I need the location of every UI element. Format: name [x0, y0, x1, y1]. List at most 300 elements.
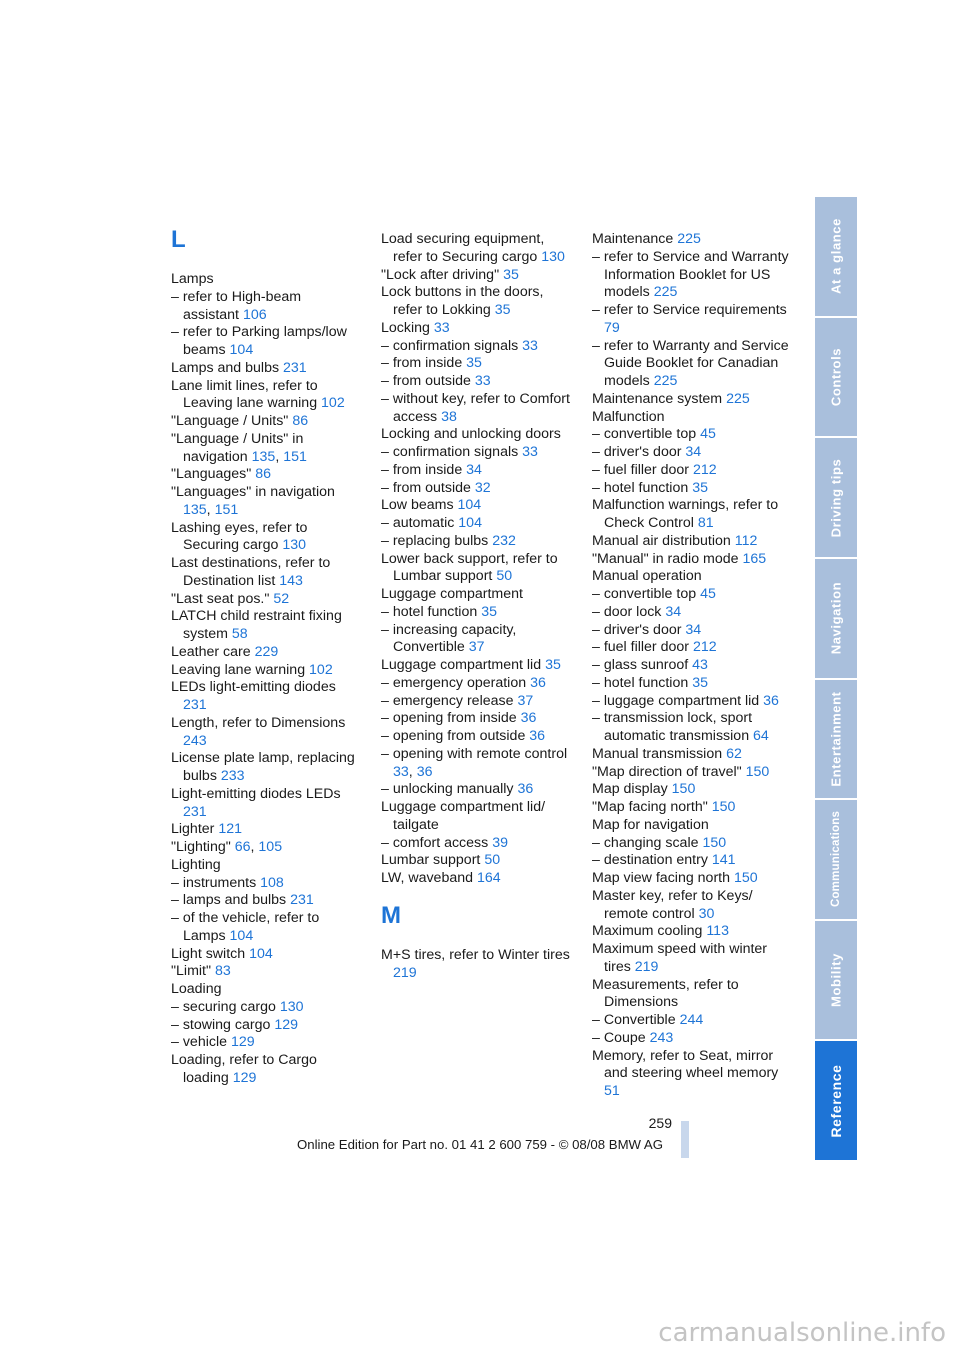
index-entry: [171, 963, 361, 981]
index-entry: [381, 781, 576, 799]
index-entry-text: "Lighting": [171, 839, 231, 855]
index-entry: [171, 466, 361, 484]
index-entry-text: – refer to High-beam assistant: [171, 288, 302, 323]
tab-label: Mobility: [828, 953, 844, 1008]
index-column-2: [381, 231, 576, 982]
index-entry-text: Maintenance: [592, 231, 674, 247]
index-entry: [381, 551, 576, 587]
index-entry: [381, 657, 576, 675]
index-entry-text: – emergency operation: [381, 674, 527, 691]
index-entry: [592, 693, 792, 711]
section-letter-heading: M: [381, 901, 401, 929]
page-ref-link[interactable]: 81: [697, 515, 714, 531]
page-ref-link[interactable]: 104: [229, 927, 254, 944]
index-entry: [592, 835, 792, 853]
page-ref-link[interactable]: 104: [249, 945, 273, 962]
index-entry-text: – comfort access: [381, 834, 489, 851]
page-ref-link[interactable]: 32: [474, 479, 491, 496]
page-ref-link[interactable]: 104: [458, 515, 482, 531]
index-entry: [171, 1017, 361, 1035]
index-entry-text: – automatic: [381, 515, 455, 531]
page-ref-link[interactable]: 86: [255, 466, 272, 483]
page-ref-link[interactable]: 62: [726, 745, 742, 762]
index-entry: [592, 444, 792, 462]
page-ref-link[interactable]: 225: [677, 231, 701, 247]
index-entry: [592, 391, 792, 409]
page-ref-link[interactable]: 35: [481, 603, 497, 620]
page-ref-link[interactable]: 113: [706, 923, 729, 940]
page-ref-link[interactable]: 66: [234, 839, 251, 855]
edition-footer: Online Edition for Part no. 01 41 2 600 759 - © 08/08 BMW AG: [297, 1137, 663, 1152]
index-entry-text: Light-emitting diodes LEDs: [171, 785, 341, 802]
page-ref-link[interactable]: 164: [476, 870, 501, 886]
index-entry-text: "Map direction of travel": [592, 763, 742, 780]
index-entry-text: LW, waveband: [381, 870, 474, 886]
index-entry-text: – replacing bulbs: [381, 532, 489, 549]
page-ref-link[interactable]: 50: [496, 568, 513, 585]
index-entry-text: "Last seat pos.": [171, 590, 270, 607]
page-ref-link[interactable]: 51: [604, 1083, 620, 1099]
page-ref-link[interactable]: 219: [634, 958, 659, 975]
page-ref-link[interactable]: 231: [183, 697, 207, 713]
index-entry: [592, 231, 792, 249]
index-entry: [171, 289, 361, 325]
page-ref-link[interactable]: 35: [503, 266, 519, 283]
page-ref-link[interactable]: 50: [484, 852, 501, 869]
index-column-3: [592, 231, 792, 1101]
index-entry: [171, 484, 361, 520]
page-ref-link[interactable]: 130: [282, 537, 307, 554]
index-entry-text: Lamps: [171, 271, 214, 287]
index-entry-text: Loading, refer to Cargo loading: [171, 1052, 317, 1086]
index-entry-text: Lock buttons in the doors, refer to Lokking: [381, 284, 544, 318]
page-ref-link[interactable]: 225: [726, 390, 750, 407]
page-ref-link[interactable]: 130: [541, 248, 565, 265]
index-entry: [381, 373, 576, 391]
index-entry-text: – hotel function: [592, 674, 689, 691]
page-ref-link[interactable]: 129: [230, 1034, 255, 1051]
index-entry-text: – increasing capacity, Convertible: [381, 621, 517, 656]
index-entry-text: "Manual" in radio mode: [592, 550, 739, 567]
index-entry: [592, 977, 792, 1013]
index-entry: [381, 799, 576, 835]
index-entry: [592, 764, 792, 782]
page-ref-link[interactable]: 135: [251, 448, 276, 465]
index-entry-text: Manual air distribution: [592, 532, 731, 549]
tab-entertainment[interactable]: [815, 680, 857, 799]
index-entry: [381, 533, 576, 551]
index-entry-text: "Languages" in navigation: [171, 484, 335, 500]
index-entry-text: Lamps and bulbs: [171, 359, 280, 376]
tab-navigation[interactable]: [815, 559, 857, 678]
index-entry: [171, 1052, 361, 1088]
tab-driving-tips[interactable]: [815, 438, 857, 557]
page-ref-link[interactable]: 225: [653, 373, 678, 389]
index-entry-text: Manual operation: [592, 568, 702, 585]
page-ref-link[interactable]: 36: [517, 781, 534, 798]
index-entry: [381, 870, 576, 888]
page-ref-link[interactable]: 43: [692, 657, 708, 673]
page-ref-link[interactable]: 45: [700, 586, 716, 602]
page-ref-link[interactable]: 83: [214, 963, 231, 980]
page-ref-link[interactable]: 33: [393, 763, 409, 780]
page-ref-link[interactable]: 129: [274, 1016, 298, 1033]
index-entry: [381, 693, 576, 711]
page-ref-link[interactable]: 233: [220, 768, 245, 784]
page-ref-link[interactable]: 34: [685, 621, 702, 638]
index-entry: [592, 675, 792, 693]
page-ref-link[interactable]: 141: [711, 852, 736, 869]
index-entry: [592, 533, 792, 551]
page-ref-link[interactable]: 232: [492, 532, 516, 549]
index-entry-text: – instruments: [171, 874, 257, 891]
tab-label: Controls: [828, 347, 844, 407]
tab-label: Reference: [828, 1064, 844, 1138]
index-entry: [592, 551, 792, 569]
index-entry: [171, 910, 361, 946]
page-ref-link[interactable]: 150: [702, 834, 727, 851]
page-ref-link[interactable]: 151: [214, 501, 239, 518]
page-ref-link[interactable]: 121: [218, 821, 243, 838]
page-ref-link[interactable]: 150: [733, 870, 758, 886]
index-entry: [381, 675, 576, 693]
index-entry-text: – from outside: [381, 479, 471, 496]
tab-reference[interactable]: [815, 1041, 857, 1160]
index-entry: [592, 799, 792, 817]
page-ref-link[interactable]: 112: [734, 532, 758, 549]
index-entry-text: Luggage compartment lid/ tailgate: [381, 799, 546, 833]
index-entry: [381, 586, 576, 604]
page-ref-link[interactable]: 102: [321, 395, 345, 412]
page-ref-link[interactable]: 34: [665, 603, 682, 620]
page-ref-link[interactable]: 33: [522, 337, 538, 354]
page-ref-link[interactable]: 102: [309, 661, 333, 678]
index-entry: [381, 444, 576, 462]
page-ref-link[interactable]: 34: [685, 444, 702, 460]
watermark: carmanualsonline.info: [658, 1318, 946, 1348]
index-entry-text: – opening from outside: [381, 728, 526, 744]
index-entry: [171, 555, 361, 591]
index-entry: [171, 271, 361, 289]
index-entry-text: Malfunction warnings, refer to Check Control: [592, 497, 779, 531]
index-entry: [171, 520, 361, 556]
index-entry-text: – confirmation signals: [381, 337, 519, 354]
index-entry-text: – luggage compartment lid: [592, 692, 760, 709]
index-entry-text: Map display: [592, 781, 668, 798]
index-entry-text: – securing cargo: [171, 998, 276, 1015]
index-entry-text: – without key, refer to Comfort access: [381, 390, 570, 425]
index-entry-text: – refer to Parking lamps/low beams: [171, 324, 347, 358]
index-entry: [592, 586, 792, 604]
page-ref-link[interactable]: 219: [393, 964, 417, 981]
index-entry: [171, 750, 361, 786]
index-entry: [171, 644, 361, 662]
tab-label: Driving tips: [828, 458, 844, 537]
page-ref-link[interactable]: 104: [229, 342, 254, 358]
index-entry-text: – stowing cargo: [171, 1016, 271, 1033]
index-entry-text: "Lock after driving": [381, 266, 500, 283]
index-entry: [171, 378, 361, 414]
index-entry: [592, 249, 792, 302]
page-ref-link[interactable]: 243: [183, 732, 207, 749]
index-entry: [592, 426, 792, 444]
index-entry: [171, 857, 361, 875]
index-entry: [592, 923, 792, 941]
index-entry-text: "Language / Units": [171, 413, 289, 429]
tab-communications[interactable]: [815, 800, 857, 919]
index-entry-text: – opening from inside: [381, 710, 517, 727]
section-letter-heading: L: [171, 226, 186, 253]
page-ref-link[interactable]: 135: [183, 501, 207, 518]
index-entry: [381, 355, 576, 373]
index-entry: [592, 1012, 792, 1030]
index-entry-text: Lighting: [171, 856, 221, 873]
index-entry-text: – from inside: [381, 461, 463, 478]
page-ref-separator: ,: [206, 501, 211, 518]
page-ref-link[interactable]: 35: [692, 479, 708, 496]
page-ref-link[interactable]: 36: [416, 763, 433, 780]
tab-label: At a glance: [828, 218, 844, 295]
index-entry-text: LEDs light-emitting diodes: [171, 679, 336, 696]
index-entry-text: – driver's door: [592, 621, 682, 638]
page-ref-separator: ,: [408, 763, 413, 780]
page-ref-link[interactable]: 143: [279, 572, 303, 589]
index-entry-text: – Coupe: [592, 1029, 646, 1046]
index-entry: [592, 870, 792, 888]
index-entry-text: – lamps and bulbs: [171, 892, 287, 909]
index-entry-text: – opening with remote control: [381, 745, 568, 762]
index-entry: [592, 622, 792, 640]
index-entry-text: "Language / Units" in navigation: [171, 430, 304, 465]
index-entry-text: – transmission lock, sport automatic transmission: [592, 710, 753, 744]
index-entry-text: M+S tires, refer to Winter tires: [381, 946, 570, 963]
index-entry: [171, 679, 361, 715]
index-entry-text: – convertible top: [592, 586, 697, 602]
index-entry-text: Measurements, refer to Dimensions: [592, 976, 739, 1011]
index-entry: [381, 515, 576, 533]
index-entry-text: Luggage compartment lid: [381, 657, 542, 673]
page-ref-link[interactable]: 35: [692, 674, 708, 691]
index-entry: [381, 338, 576, 356]
page-ref-link[interactable]: 36: [763, 692, 779, 709]
index-entry-text: – of the vehicle, refer to Lamps: [171, 910, 320, 944]
index-entry: [381, 284, 576, 320]
index-entry-text: Lashing eyes, refer to Securing cargo: [171, 519, 308, 554]
index-entry-text: Last destinations, refer to Destination list: [171, 555, 331, 589]
page-ref-link[interactable]: 35: [466, 355, 482, 372]
tab-mobility[interactable]: [815, 921, 857, 1040]
index-entry: [592, 941, 792, 977]
page-ref-link[interactable]: 36: [529, 728, 546, 744]
index-entry-text: – from outside: [381, 373, 471, 389]
page-ref-link[interactable]: 52: [273, 590, 290, 607]
index-entry: [592, 409, 792, 427]
page-ref-link[interactable]: 38: [441, 408, 457, 425]
page-ref-link[interactable]: 35: [494, 302, 511, 318]
page-ref-link[interactable]: 36: [520, 710, 537, 727]
index-entry: [381, 728, 576, 746]
page-ref-link[interactable]: 37: [468, 639, 485, 656]
index-entry: [592, 817, 792, 835]
index-entry: [171, 360, 361, 378]
index-entry-text: – glass sunroof: [592, 657, 689, 673]
index-entry: [381, 391, 576, 427]
index-entry: [381, 604, 576, 622]
index-entry-text: Master key, refer to Keys/ remote control: [592, 887, 753, 922]
index-entry-text: – fuel filler door: [592, 639, 689, 656]
index-column-1: [171, 226, 361, 1088]
index-entry: [171, 946, 361, 964]
page-ref-link[interactable]: 130: [279, 998, 304, 1015]
page-ref-link[interactable]: 35: [545, 657, 561, 673]
index-entry-text: LATCH child restraint fixing system: [171, 608, 342, 642]
index-entry: [592, 497, 792, 533]
index-entry: [592, 1030, 792, 1048]
page-ref-link[interactable]: 45: [700, 426, 716, 443]
index-entry-text: Maximum speed with winter tires: [592, 941, 768, 975]
tab-controls[interactable]: [815, 318, 857, 437]
index-entry: [592, 746, 792, 764]
index-entry-text: – changing scale: [592, 834, 699, 851]
index-entry: [381, 426, 576, 444]
page-ref-link[interactable]: 231: [183, 803, 207, 820]
index-entry: [171, 431, 361, 467]
index-entry-text: "Map facing north": [592, 799, 708, 815]
index-entry-text: Loading: [171, 981, 222, 997]
index-entry-text: – refer to Service and Warranty Information Booklet for US models: [592, 248, 789, 301]
page-ref-link[interactable]: 150: [711, 799, 736, 815]
index-entry-text: – door lock: [592, 603, 662, 620]
index-entry: [171, 999, 361, 1017]
page-ref-link[interactable]: 64: [753, 728, 769, 744]
index-entry-text: Lower back support, refer to Lumbar support: [381, 550, 558, 585]
page-ref-link[interactable]: 151: [283, 448, 307, 465]
page-ref-link[interactable]: 150: [671, 781, 696, 798]
page-ref-link[interactable]: 58: [231, 626, 248, 642]
index-entry-text: Maintenance system: [592, 390, 723, 407]
page-number-bar: [681, 1121, 689, 1158]
index-entry: [171, 981, 361, 999]
index-entry: [381, 497, 576, 515]
index-entry-text: Lane limit lines, refer to Leaving lane warning: [171, 377, 318, 412]
index-entry: [381, 480, 576, 498]
index-entry-text: Lighter: [171, 821, 215, 838]
page-ref-link[interactable]: 243: [649, 1029, 674, 1046]
index-entry: [592, 480, 792, 498]
page-ref-link[interactable]: 30: [698, 905, 715, 922]
page-ref-separator: ,: [250, 839, 255, 855]
index-entry: [171, 608, 361, 644]
index-entry-text: – hotel function: [592, 479, 689, 496]
index-entry: [381, 267, 576, 285]
index-entry: [592, 338, 792, 391]
index-entry: [171, 591, 361, 609]
page-ref-link[interactable]: 150: [745, 763, 770, 780]
index-entry: [592, 852, 792, 870]
page-ref-link[interactable]: 212: [692, 461, 717, 478]
index-entry-text: – confirmation signals: [381, 444, 519, 460]
index-entry: [592, 781, 792, 799]
page-ref-link[interactable]: 129: [232, 1069, 257, 1086]
page-ref-link[interactable]: 36: [530, 674, 546, 691]
index-entry: [592, 1048, 792, 1101]
index-entry-text: Leather care: [171, 643, 251, 660]
index-entry-text: Light switch: [171, 945, 246, 962]
index-entry-text: Map for navigation: [592, 816, 709, 833]
tab-at-a-glance[interactable]: [815, 197, 857, 316]
index-entry-text: Leaving lane warning: [171, 661, 306, 678]
index-entry: [381, 835, 576, 853]
page-ref-link[interactable]: 244: [679, 1012, 704, 1028]
page-ref-link[interactable]: 105: [258, 839, 283, 855]
index-entry: [171, 786, 361, 822]
tab-label: Communications: [830, 811, 842, 908]
index-entry-text: – vehicle: [171, 1034, 227, 1051]
index-entry: [381, 320, 576, 338]
index-entry-text: – driver's door: [592, 444, 682, 460]
index-entry: [592, 462, 792, 480]
index-entry-text: – hotel function: [381, 603, 478, 620]
page-ref-link[interactable]: 106: [242, 306, 267, 323]
page-ref-link[interactable]: 229: [254, 643, 279, 660]
index-entry-text: – refer to Service requirements: [592, 302, 787, 318]
page-ref-link[interactable]: 33: [522, 444, 538, 460]
index-entry-text: Low beams: [381, 497, 454, 514]
index-entry: [171, 324, 361, 360]
page-ref-link[interactable]: 37: [517, 692, 534, 709]
page-ref-link[interactable]: 39: [492, 834, 508, 851]
index-entry-text: Maximum cooling: [592, 923, 703, 940]
index-entry: [592, 302, 792, 338]
page-ref-link[interactable]: 212: [692, 639, 717, 656]
index-entry-text: Manual transmission: [592, 745, 723, 762]
index-entry-text: – destination entry: [592, 852, 708, 869]
page-ref-link[interactable]: 33: [433, 319, 450, 336]
tab-label: Navigation: [828, 581, 844, 655]
index-entry: [381, 462, 576, 480]
index-entry-text: Load securing equipment, refer to Securing cargo: [381, 231, 545, 265]
index-entry: [171, 413, 361, 431]
page-ref-link[interactable]: 231: [283, 359, 307, 376]
index-entry: [171, 875, 361, 893]
page-ref-link[interactable]: 165: [742, 550, 767, 567]
page-ref-link[interactable]: 34: [466, 461, 482, 478]
index-entry-text: – refer to Warranty and Service Guide Booklet for Canadian models: [592, 337, 789, 389]
index-entry: [592, 710, 792, 746]
page-number: 259: [648, 1115, 672, 1131]
index-entry-text: License plate lamp, replacing bulbs: [171, 750, 355, 784]
page-ref-link[interactable]: 104: [457, 497, 482, 514]
page-ref-link[interactable]: 225: [653, 284, 678, 301]
index-entry-text: – Convertible: [592, 1012, 676, 1028]
index-entry-text: Locking: [381, 319, 430, 336]
index-entry-text: – convertible top: [592, 426, 697, 443]
index-entry: [381, 746, 576, 782]
index-entry-text: Malfunction: [592, 408, 665, 425]
index-entry: [592, 568, 792, 586]
index-entry-text: Luggage compartment: [381, 586, 523, 602]
index-entry: [171, 1034, 361, 1052]
page-ref-link[interactable]: 108: [260, 874, 284, 891]
section-tabs: [815, 197, 857, 1160]
page-ref-link[interactable]: 231: [290, 892, 314, 909]
page-ref-link[interactable]: 79: [604, 319, 620, 336]
index-entry-text: Map view facing north: [592, 870, 731, 886]
index-entry-text: – emergency release: [381, 692, 514, 709]
page-ref-link[interactable]: 33: [474, 373, 491, 389]
index-entry-text: "Limit": [171, 963, 212, 980]
page-ref-link[interactable]: 86: [292, 413, 309, 429]
